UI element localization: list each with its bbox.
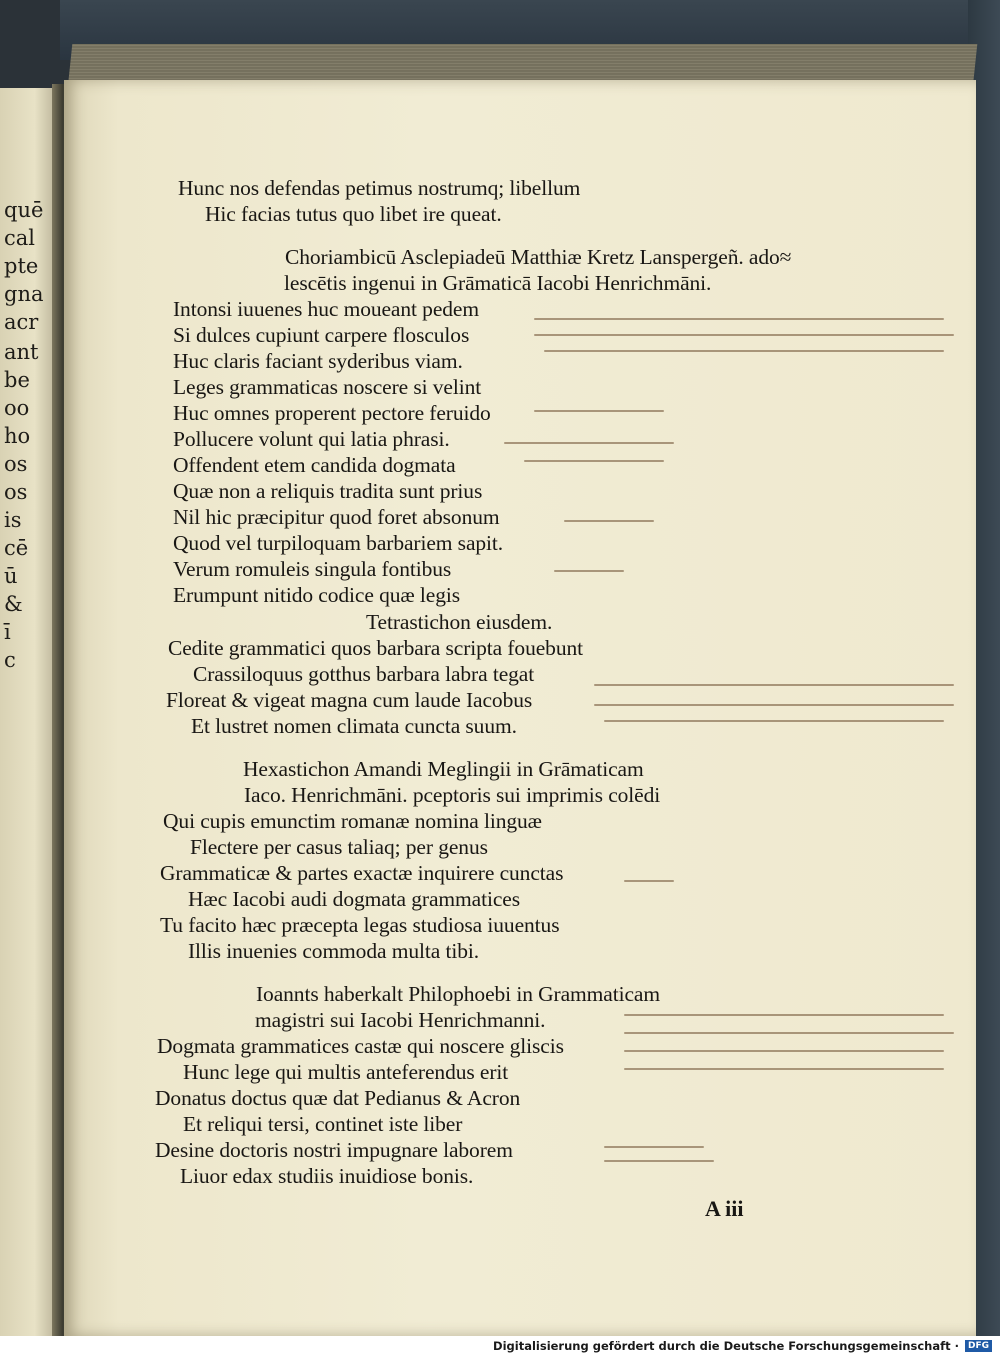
text-line: Huc claris faciant syderibus viam. <box>173 349 463 373</box>
text-line: Hunc lege qui multis anteferendus erit <box>183 1060 509 1084</box>
text-line: Offendent etem candida dogmata <box>173 453 456 477</box>
text-line: Et lustret nomen climata cuncta suum. <box>191 714 517 738</box>
text-line: Floreat & vigeat magna cum laude Iacobus <box>166 688 533 712</box>
marginalia-stroke <box>604 720 944 722</box>
left-page-fragment: oo <box>4 396 30 420</box>
left-page <box>0 88 58 1336</box>
heading-line: Iaco. Henrichmāni. pceptoris sui imprimis colēdi <box>244 783 661 807</box>
text-line: Si dulces cupiunt carpere flosculos <box>173 323 470 347</box>
marginalia-stroke <box>624 1068 944 1070</box>
text-line: Et reliqui tersi, continet iste liber <box>183 1112 463 1136</box>
text-line: Tu facito hæc præcepta legas studiosa iuuentus <box>160 913 560 937</box>
text-line: Verum romuleis singula fontibus <box>173 557 452 581</box>
heading-line: Choriambicū Asclepiadeū Matthiæ Kretz Lanspergeñ. ado≈ <box>285 245 792 269</box>
text-line: Crassiloquus gotthus barbara labra tegat <box>193 662 535 686</box>
marginalia-stroke <box>604 1160 714 1162</box>
marginalia-stroke <box>534 410 664 412</box>
text-line: Illis inuenies commoda multa tibi. <box>188 939 479 963</box>
text-line: Grammaticæ & partes exactæ inquirere cunctas <box>160 861 564 885</box>
marginalia-stroke <box>594 684 954 686</box>
text-line: Hunc nos defendas petimus nostrumq; libellum <box>178 176 581 200</box>
marginalia-stroke <box>544 350 944 352</box>
dfg-logo: DFG <box>965 1340 992 1352</box>
marginalia-stroke <box>564 520 654 522</box>
marginalia-stroke <box>624 1014 944 1016</box>
left-page-fragment: be <box>4 368 30 392</box>
text-line: Flectere per casus taliaq; per genus <box>190 835 488 859</box>
text-line: Erumpunt nitido codice quæ legis <box>173 583 461 607</box>
text-line: Nil hic præcipitur quod foret absonum <box>173 505 500 529</box>
marginalia-stroke <box>554 570 624 572</box>
heading-line: Ioannts haberkalt Philophoebi in Grammaticam <box>256 982 660 1006</box>
text-line: Donatus doctus quæ dat Pedianus & Acron <box>155 1086 521 1110</box>
text-line: Quæ non a reliquis tradita sunt prius <box>173 479 483 503</box>
left-page-fragment: cal <box>4 226 35 250</box>
text-line: Intonsi iuuenes huc moueant pedem <box>173 297 479 321</box>
marginalia-stroke <box>534 334 954 336</box>
text-line: Pollucere volunt qui latia phrasi. <box>173 427 450 451</box>
funding-credit: Digitalisierung gefördert durch die Deutsche Forschungsgemeinschaft · <box>493 1338 959 1353</box>
left-page-fragment: pte <box>4 254 39 278</box>
heading-line: Tetrastichon eiusdem. <box>366 610 553 634</box>
footer-bar <box>0 1336 1000 1355</box>
left-page-fragment: ū <box>4 564 18 588</box>
text-line: Leges grammaticas noscere si velint <box>173 375 482 399</box>
signature-mark: A iii <box>705 1196 744 1221</box>
left-page-fragment: cē <box>4 536 29 560</box>
left-page-fragment: ī <box>4 620 11 644</box>
left-page-fragment: os <box>4 452 28 476</box>
heading-line: magistri sui Iacobi Henrichmanni. <box>255 1008 546 1032</box>
text-line: Desine doctoris nostri impugnare laborem <box>155 1138 513 1162</box>
marginalia-stroke <box>534 318 944 320</box>
marginalia-stroke <box>624 1032 954 1034</box>
left-page-fragment: quē <box>4 198 44 222</box>
text-line: Qui cupis emunctim romanæ nomina linguæ <box>163 809 542 833</box>
marginalia-stroke <box>624 880 674 882</box>
left-page-fragment: ho <box>4 424 31 448</box>
text-line: Hic facias tutus quo libet ire queat. <box>205 202 502 226</box>
text-line: Hæc Iacobi audi dogmata grammatices <box>188 887 521 911</box>
heading-line: Hexastichon Amandi Meglingii in Grāmaticam <box>243 757 644 781</box>
left-page-fragment: ant <box>4 340 39 364</box>
left-page-fragment: acr <box>4 310 39 334</box>
heading-line: lescētis ingenui in Grāmaticā Iacobi Henrichmāni. <box>284 271 712 295</box>
left-page-fragment: is <box>4 508 22 532</box>
marginalia-stroke <box>524 460 664 462</box>
text-line: Huc omnes properent pectore feruido <box>173 401 491 425</box>
left-page-fragment: gna <box>4 282 44 306</box>
marginalia-stroke <box>504 442 674 444</box>
text-line: Liuor edax studiis inuidiose bonis. <box>180 1164 474 1188</box>
text-line: Cedite grammatici quos barbara scripta fouebunt <box>168 636 584 660</box>
marginalia-stroke <box>604 1146 704 1148</box>
marginalia-stroke <box>624 1050 944 1052</box>
text-line: Dogmata grammatices castæ qui noscere gliscis <box>157 1034 564 1058</box>
marginalia-stroke <box>594 704 954 706</box>
left-page-fragment: os <box>4 480 28 504</box>
left-page-fragment: c <box>4 648 16 672</box>
left-page-fragment: & <box>4 592 23 616</box>
text-line: Quod vel turpiloquam barbariem sapit. <box>173 531 504 555</box>
